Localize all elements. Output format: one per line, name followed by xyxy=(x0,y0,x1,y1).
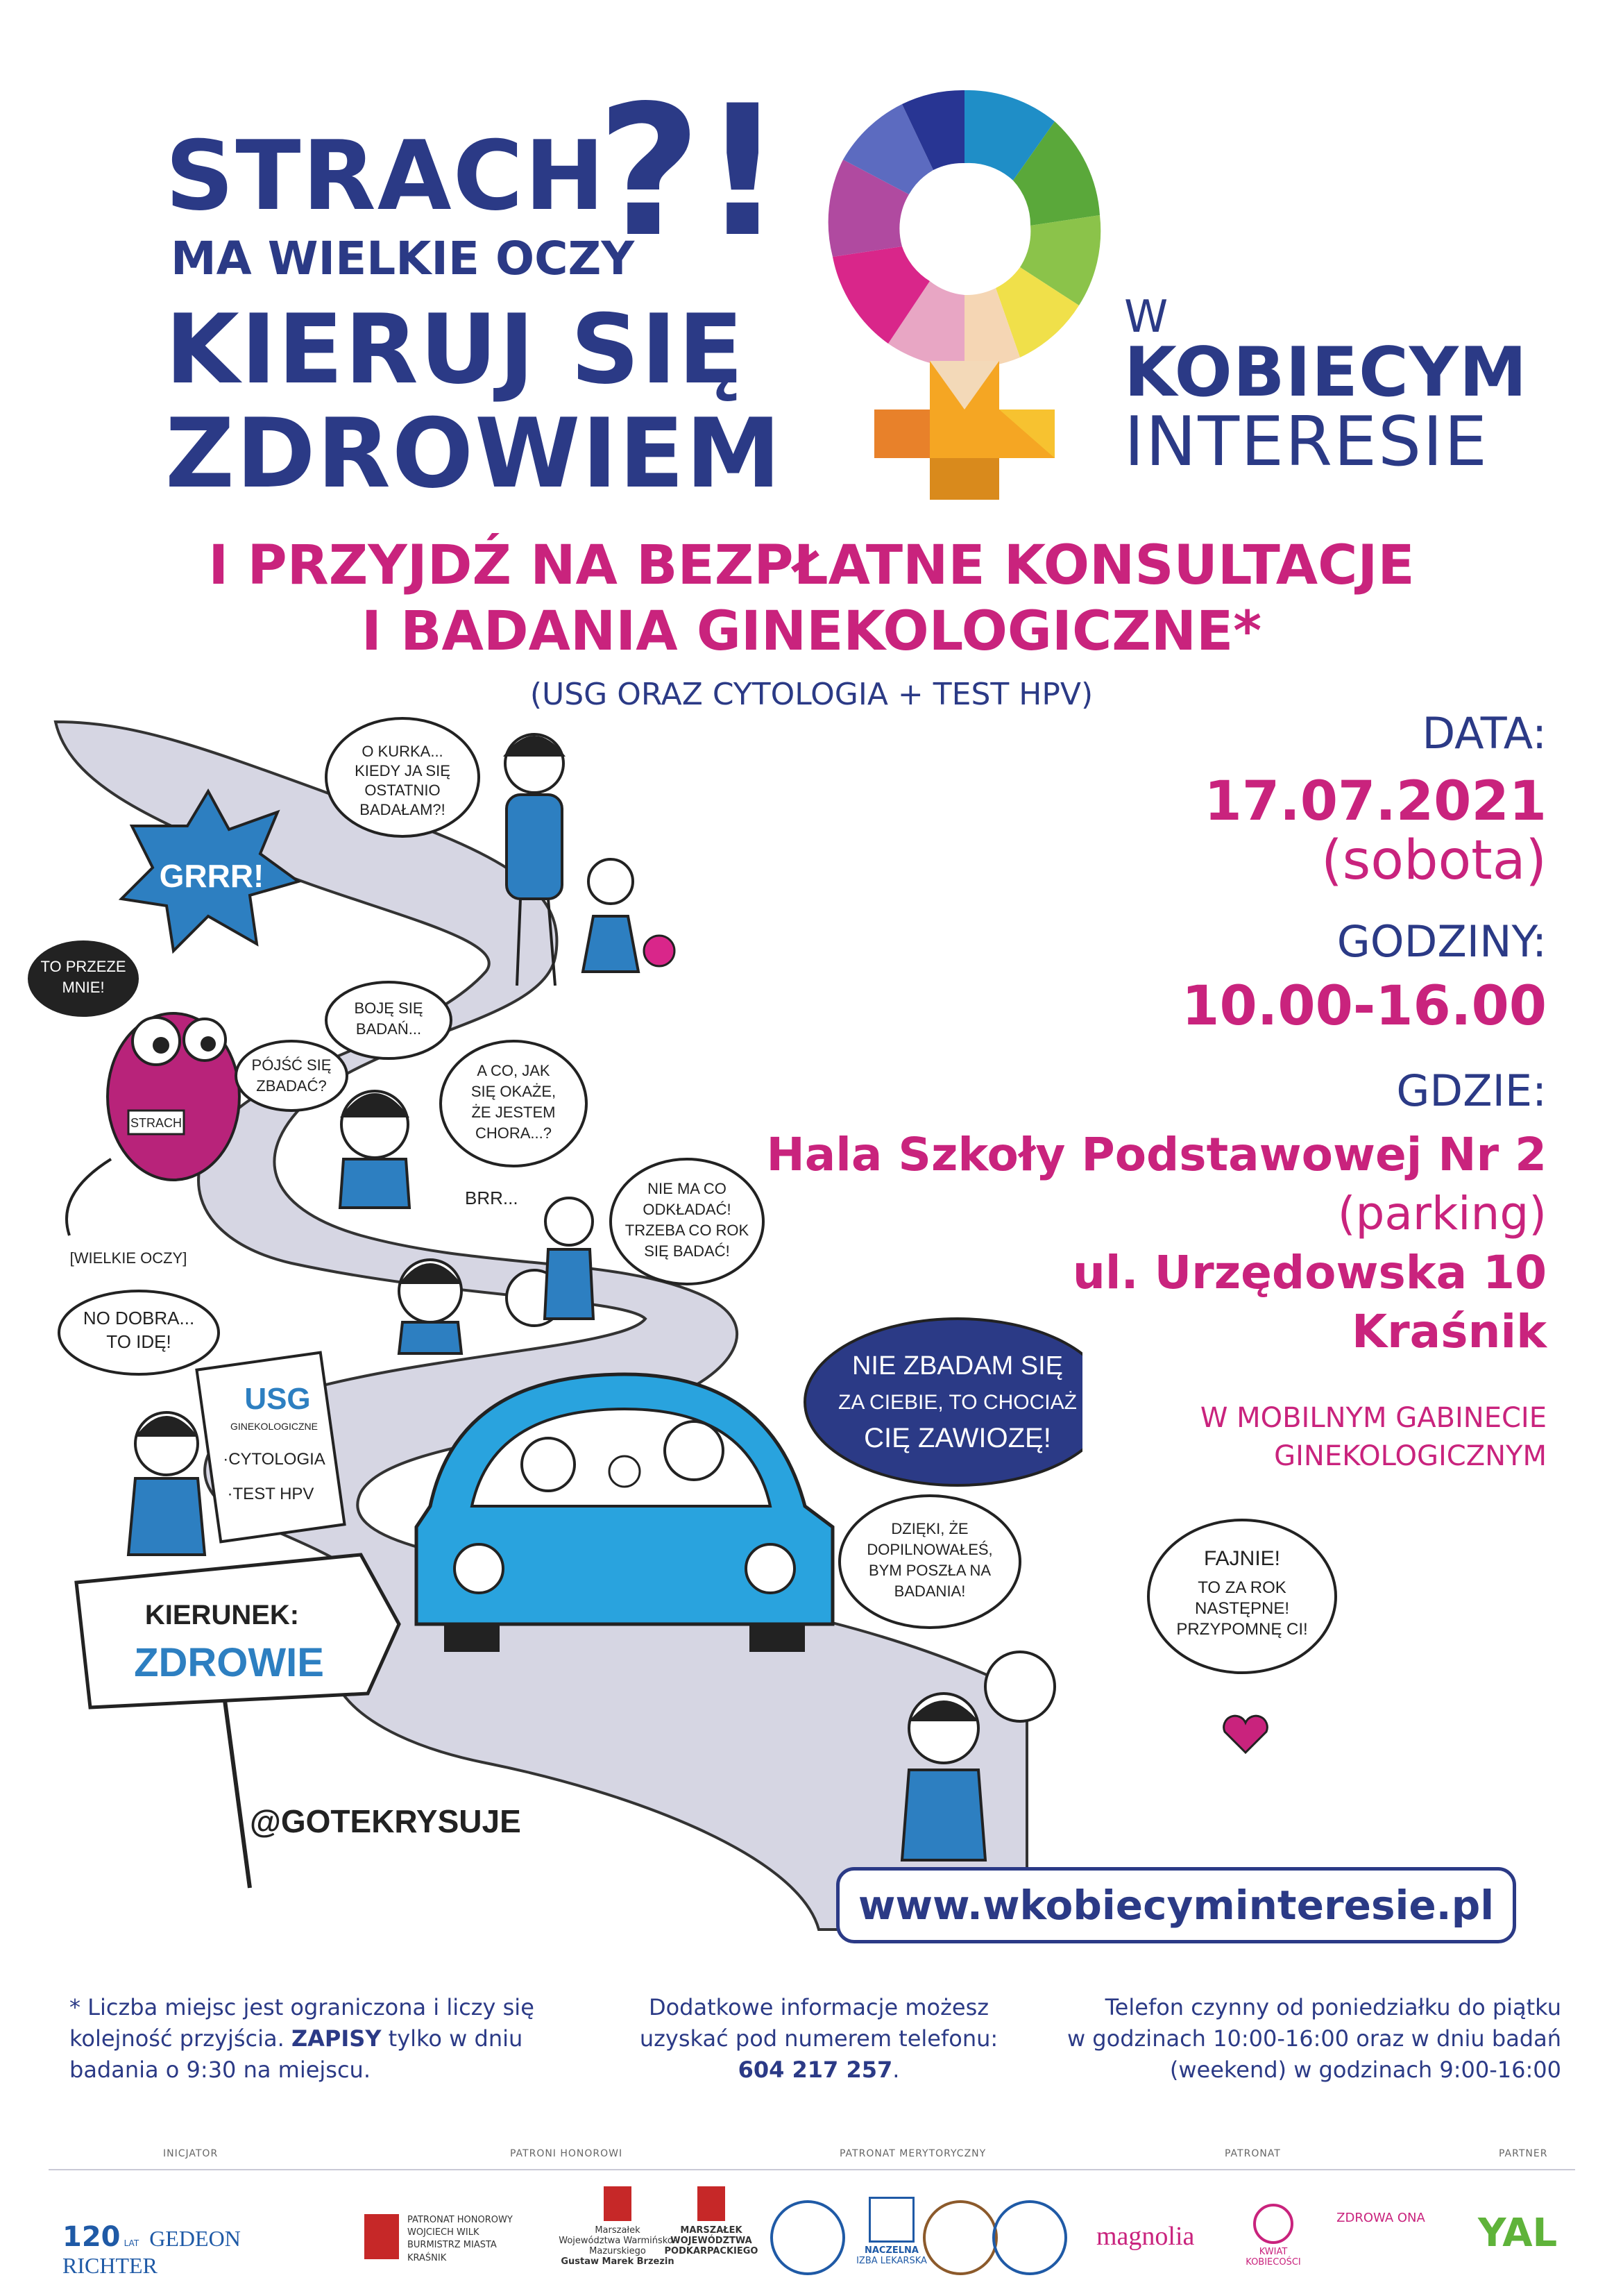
svg-text:ŻE JESTEM: ŻE JESTEM xyxy=(471,1104,556,1121)
svg-text:NIE ZBADAM SIĘ: NIE ZBADAM SIĘ xyxy=(851,1351,1064,1381)
grrr-text: GRRR! xyxy=(159,858,264,894)
bubble-boje-sie xyxy=(326,982,451,1058)
title-kieruj-sie: KIERUJ SIĘ xyxy=(165,294,745,405)
subtitle-line1: I PRZYJDŹ NA BEZPŁATNE KONSULTACJE xyxy=(208,534,1415,597)
svg-text:BADAŁAM?!: BADAŁAM?! xyxy=(359,801,445,818)
date-value: 17.07.2021 xyxy=(1204,770,1547,833)
svg-text:CHORA...?: CHORA...? xyxy=(475,1124,552,1142)
worried-woman xyxy=(340,1091,409,1208)
woman-with-list xyxy=(128,1353,345,1555)
seal-icon xyxy=(770,2200,845,2275)
where-label: GDZIE: xyxy=(1396,1065,1547,1116)
bubble-o-kurka xyxy=(326,718,479,836)
place-city: Kraśnik xyxy=(1351,1305,1547,1358)
flower-icon xyxy=(1253,2204,1293,2244)
svg-text:PRZYPOMNĘ CI!: PRZYPOMNĘ CI! xyxy=(1176,1620,1308,1639)
svg-text:NASTĘPNE!: NASTĘPNE! xyxy=(1194,1599,1290,1618)
svg-text:NO DOBRA...: NO DOBRA... xyxy=(83,1308,195,1328)
svg-text:O KURKA...: O KURKA... xyxy=(362,743,443,760)
svg-text:TO ZA ROK: TO ZA ROK xyxy=(1198,1578,1286,1597)
svg-text:BYM POSZŁA NA: BYM POSZŁA NA xyxy=(868,1562,992,1579)
subtitle-line3: (USG ORAZ CYTOLOGIA + TEST HPV) xyxy=(529,677,1094,712)
svg-text:KIERUNEK:: KIERUNEK: xyxy=(144,1600,300,1630)
svg-text:NIE MA CO: NIE MA CO xyxy=(647,1180,726,1197)
seal-icon-3 xyxy=(992,2200,1067,2275)
brr-text: BRR... xyxy=(465,1188,518,1208)
place-parking: (parking) xyxy=(1337,1187,1547,1240)
logo-burmistrz: PATRONAT HONOROWY WOJCIECH WILK BURMISTRZ MIASTA KRAŚNIK xyxy=(364,2207,538,2270)
svg-text:DZIĘKI, ŻE: DZIĘKI, ŻE xyxy=(891,1520,969,1537)
blue-car xyxy=(416,1374,833,1652)
cat-patroni: PATRONI HONOROWI xyxy=(510,2148,623,2159)
svg-text:SIĘ BADAĆ!: SIĘ BADAĆ! xyxy=(644,1242,730,1260)
bubble-nie-ma-co xyxy=(611,1159,763,1284)
logo-gedeon-richter: 120 LAT GEDEON RICHTER xyxy=(62,2221,241,2278)
building-icon xyxy=(869,2197,915,2243)
svg-text:TO PRZEZE: TO PRZEZE xyxy=(40,958,126,975)
svg-text:A CO, JAK: A CO, JAK xyxy=(477,1062,550,1079)
bubble-pojsc-sie xyxy=(236,1041,347,1111)
bubble-no-dobra xyxy=(59,1291,219,1374)
female-symbol-logo xyxy=(826,83,1103,500)
svg-text:ODKŁADAĆ!: ODKŁADAĆ! xyxy=(643,1201,731,1218)
seal-icon-2 xyxy=(923,2200,998,2275)
svg-text:PÓJŚĆ SIĘ: PÓJŚĆ SIĘ xyxy=(251,1056,332,1074)
svg-text:[WIELKIE OCZY]: [WIELKIE OCZY] xyxy=(69,1249,187,1267)
title-zdrowiem: ZDROWIEM xyxy=(165,398,783,509)
subtitle-line2: I BADANIA GINEKOLOGICZNE* xyxy=(361,600,1262,663)
svg-text:STRACH: STRACH xyxy=(130,1116,182,1130)
title-strach: STRACH xyxy=(165,120,606,232)
brand-w: W xyxy=(1124,292,1169,343)
date-day: (sobota) xyxy=(1321,829,1547,892)
cat-merytoryczny: PATRONAT MERYTORYCZNY xyxy=(840,2148,987,2159)
footer-phone: 604 217 257 xyxy=(738,2056,893,2083)
bubble-dzieki xyxy=(840,1496,1020,1628)
hours-value: 10.00-16.00 xyxy=(1182,975,1547,1038)
logo-magnolia: magnolia xyxy=(1096,2222,1195,2251)
bubble-a-co-jak xyxy=(441,1041,586,1166)
date-label: DATA: xyxy=(1422,708,1547,759)
svg-text:MNIE!: MNIE! xyxy=(62,979,105,996)
logo-zdrowa-ona: ZDROWA ONA xyxy=(1336,2211,1425,2225)
bubble-fajnie xyxy=(1148,1520,1336,1673)
bubble-to-przeze-mnie xyxy=(28,940,139,1017)
hours-label: GODZINY: xyxy=(1336,916,1547,967)
illustration xyxy=(0,708,1082,1943)
website-link[interactable]: www.wkobiecyminteresie.pl xyxy=(836,1867,1516,1943)
svg-text:DOPILNOWAŁEŚ,: DOPILNOWAŁEŚ, xyxy=(867,1541,993,1558)
crest-icon xyxy=(604,2186,631,2221)
svg-text:·TEST HPV: ·TEST HPV xyxy=(227,1485,314,1503)
footer-separator xyxy=(49,2169,1575,2170)
crest-icon xyxy=(697,2186,725,2221)
svg-text:ZA CIEBIE, TO CHOCIAŻ: ZA CIEBIE, TO CHOCIAŻ xyxy=(838,1391,1077,1414)
logo-naczelna-izba: NACZELNA IZBA LEKARSKA xyxy=(850,2197,933,2266)
mobile-line2: GINEKOLOGICZNYM xyxy=(1274,1440,1547,1472)
logo-cross xyxy=(874,361,1055,500)
svg-text:·CYTOLOGIA: ·CYTOLOGIA xyxy=(223,1450,325,1469)
svg-text:BADAŃ...: BADAŃ... xyxy=(355,1020,422,1038)
logo-kwiat-kobiecosci: KWIAT KOBIECOŚCI xyxy=(1235,2204,1311,2268)
svg-text:BADANIA!: BADANIA! xyxy=(894,1582,966,1600)
logo-marszalek-warmia: Marszałek Województwa Warmińsko-Mazurskiego Gustaw Marek Brzezin xyxy=(545,2186,690,2267)
svg-text:USG: USG xyxy=(244,1382,311,1416)
mobile-line1: W MOBILNYM GABINECIE xyxy=(1200,1402,1547,1434)
footer-note-info: Dodatkowe informacje możesz uzyskać pod numerem telefonu: 604 217 257. xyxy=(639,1994,999,2083)
logo-ring xyxy=(829,90,1101,368)
heart-icon xyxy=(1221,1714,1270,1756)
crest-icon xyxy=(364,2214,399,2259)
bubble-nie-zbadam xyxy=(805,1319,1082,1485)
title-ma-wielkie-oczy: MA WIELKIE OCZY xyxy=(171,232,635,285)
svg-text:TO IDĘ!: TO IDĘ! xyxy=(106,1331,171,1352)
svg-text:GINEKOLOGICZNE: GINEKOLOGICZNE xyxy=(230,1421,318,1432)
artist-signature: @GOTEKRYSUJE xyxy=(250,1803,521,1839)
title-question-exclamation: ?! xyxy=(597,67,784,277)
cat-inicjator: INICJATOR xyxy=(163,2148,219,2159)
svg-text:ZBADAĆ?: ZBADAĆ? xyxy=(256,1077,327,1095)
monster-strach xyxy=(67,1013,239,1267)
logo-marszalek-podkarpacie: MARSZAŁEK WOJEWÓDZTWA PODKARPACKIEGO xyxy=(649,2186,774,2256)
svg-text:OSTATNIO: OSTATNIO xyxy=(364,782,441,799)
footer-note-limited: * Liczba miejsc jest ograniczona i liczy się kolejność przyjścia. ZAPISY tylko w dniu badania o 9:30 na miejscu. xyxy=(69,1994,534,2083)
logo-yal: YAL xyxy=(1478,2211,1558,2256)
brand-kobiecym: KOBIECYM xyxy=(1124,333,1528,412)
svg-text:ZDROWIE: ZDROWIE xyxy=(134,1640,324,1685)
svg-text:KIEDY JA SIĘ: KIEDY JA SIĘ xyxy=(355,762,450,779)
svg-text:TRZEBA CO ROK: TRZEBA CO ROK xyxy=(624,1222,749,1239)
svg-text:FAJNIE!: FAJNIE! xyxy=(1203,1547,1281,1570)
footer-note-hours: Telefon czynny od poniedziałku do piątku w godzinach 10:00-16:00 oraz w dniu badań (weekend) w godzinach 9:00-16:00 xyxy=(1067,1994,1561,2083)
place-street: ul. Urzędowska 10 xyxy=(1072,1246,1547,1299)
cat-patronat: PATRONAT xyxy=(1225,2148,1281,2159)
svg-text:BOJĘ SIĘ: BOJĘ SIĘ xyxy=(354,999,423,1017)
svg-text:SIĘ OKAŻE,: SIĘ OKAŻE, xyxy=(470,1083,556,1100)
place-hall: Hala Szkoły Podstawowej Nr 2 xyxy=(766,1128,1547,1181)
fajnie-bubble-svg xyxy=(1138,1513,1346,1694)
cat-partner: PARTNER xyxy=(1499,2148,1548,2159)
svg-text:CIĘ ZAWIOZĘ!: CIĘ ZAWIOZĘ! xyxy=(864,1423,1051,1453)
brand-interesie: INTERESIE xyxy=(1124,403,1489,482)
